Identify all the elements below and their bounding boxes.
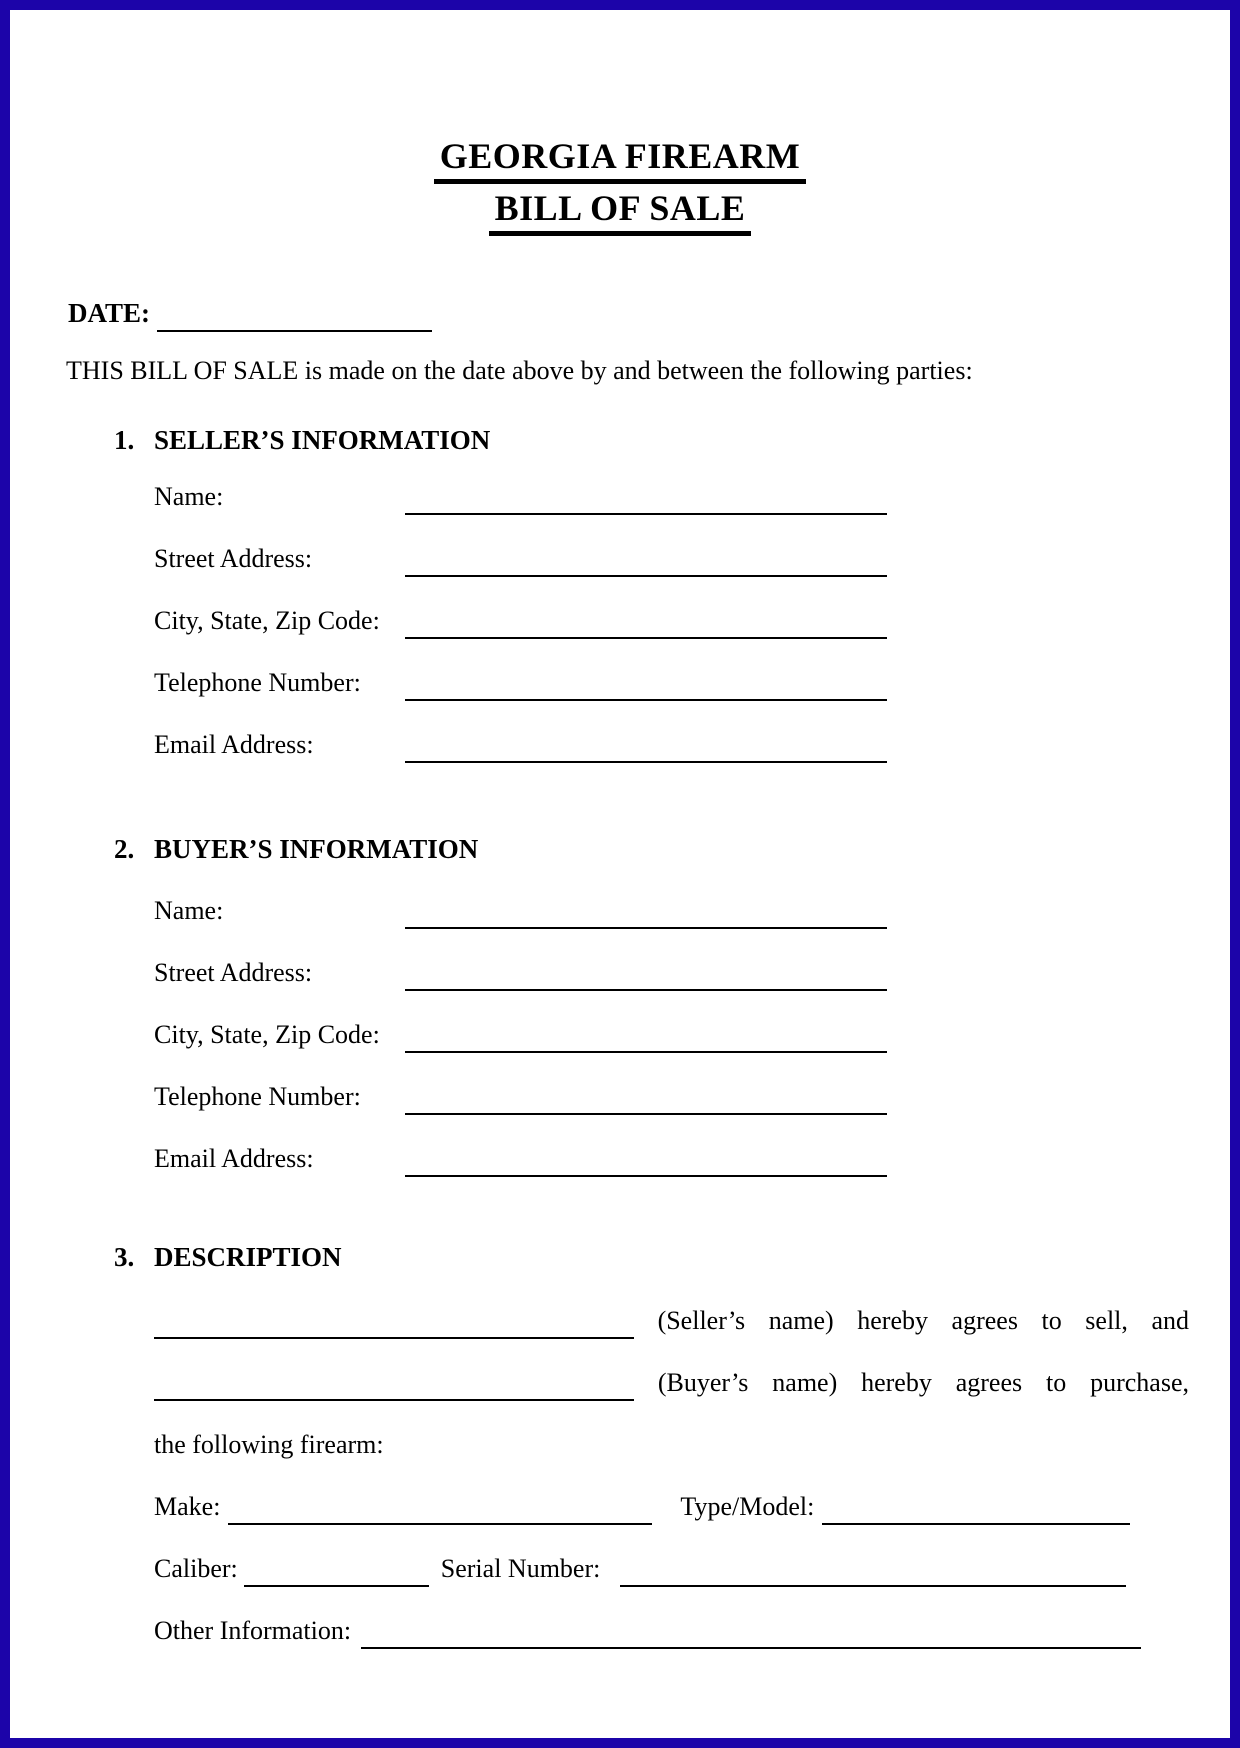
seller-email-row [154,730,887,763]
buyer-email-row [154,1144,887,1177]
description-seller-name-fill-line[interactable] [154,1323,634,1339]
section-3-number: 3. [114,1242,135,1272]
title-text-1: GEORGIA FIREARM [434,138,807,184]
buyer-email-label: Email Address: [154,1144,314,1173]
date-row [68,298,432,332]
other-information-label: Other Information: [154,1616,352,1645]
buyer-name-label: Name: [154,896,224,925]
seller-city-fill-line[interactable] [405,623,887,639]
section-2-heading [114,834,478,865]
description-buyer-name-fill-line[interactable] [154,1385,634,1401]
seller-phone-row [154,668,887,701]
other-information-row [154,1616,1141,1649]
make-fill-line[interactable] [228,1509,652,1525]
seller-city-row [154,606,887,639]
section-1-heading [114,425,490,456]
date-label: DATE: [68,298,151,328]
seller-phone-label: Telephone Number: [154,668,361,697]
make-type-row [154,1492,1130,1525]
buyer-name-row [154,896,887,929]
buyer-name-fill-line[interactable] [405,913,887,929]
section-1-title: SELLER’S INFORMATION [154,425,491,455]
buyer-agreement-row [154,1368,1189,1401]
buyer-agreement-text: (Buyer’s name) hereby agrees to purchase, [657,1368,1190,1397]
seller-street-fill-line[interactable] [405,561,887,577]
seller-city-label: City, State, Zip Code: [154,606,380,635]
seller-street-row [154,544,887,577]
buyer-city-label: City, State, Zip Code: [154,1020,380,1049]
make-label: Make: [154,1492,221,1521]
section-3-title: DESCRIPTION [154,1242,342,1272]
buyer-city-fill-line[interactable] [405,1037,887,1053]
serial-number-fill-line[interactable] [620,1571,1126,1587]
seller-name-row [154,482,887,515]
type-model-fill-line[interactable] [822,1509,1130,1525]
seller-street-label: Street Address: [154,544,313,573]
section-2-number: 2. [114,834,135,864]
caliber-serial-row [154,1554,1126,1587]
section-2-title: BUYER’S INFORMATION [154,834,479,864]
seller-name-fill-line[interactable] [405,499,887,515]
seller-email-fill-line[interactable] [405,747,887,763]
buyer-street-row [154,958,887,991]
seller-phone-fill-line[interactable] [405,685,887,701]
following-firearm-text: the following firearm: [154,1430,384,1459]
title-text-2: BILL OF SALE [489,190,752,236]
buyer-city-row [154,1020,887,1053]
caliber-label: Caliber: [154,1554,238,1583]
seller-name-label: Name: [154,482,224,511]
seller-agreement-row [154,1306,1189,1339]
seller-email-label: Email Address: [154,730,314,759]
buyer-phone-label: Telephone Number: [154,1082,361,1111]
page-title-line-1 [10,138,1230,184]
buyer-street-fill-line[interactable] [405,975,887,991]
buyer-street-label: Street Address: [154,958,313,987]
buyer-phone-fill-line[interactable] [405,1099,887,1115]
other-information-fill-line[interactable] [361,1633,1141,1649]
section-1-number: 1. [114,425,135,455]
intro-text: THIS BILL OF SALE is made on the date above by and between the following parties: [66,356,973,385]
serial-number-label: Serial Number: [440,1554,601,1583]
caliber-fill-line[interactable] [244,1571,429,1587]
date-fill-line[interactable] [157,316,432,332]
type-model-label: Type/Model: [680,1492,815,1521]
page-title-line-2 [10,190,1230,236]
buyer-email-fill-line[interactable] [405,1161,887,1177]
seller-agreement-text: (Seller’s name) hereby agrees to sell, and [657,1306,1190,1335]
buyer-phone-row [154,1082,887,1115]
section-3-heading [114,1242,342,1273]
